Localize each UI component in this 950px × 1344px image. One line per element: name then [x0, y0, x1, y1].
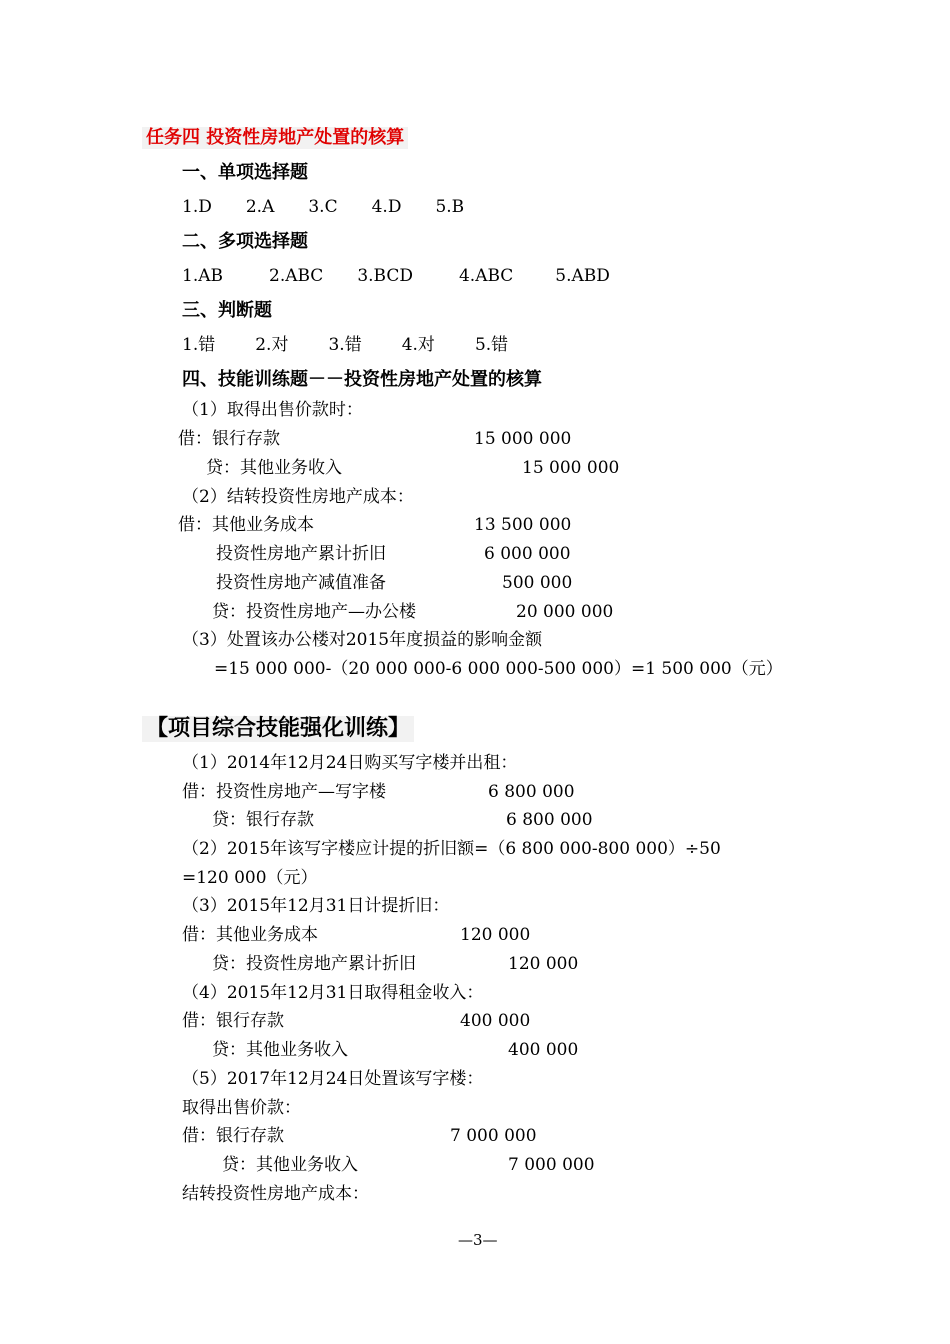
entry-account: 贷：投资性房地产—办公楼: [212, 602, 416, 622]
answer: 2.A: [245, 197, 275, 217]
answer: 5.ABD: [555, 266, 610, 286]
answer: 3.C: [308, 197, 338, 217]
entry-amount: 7 000 000: [508, 1155, 595, 1175]
step-text: （2）结转投资性房地产成本：: [182, 487, 414, 507]
step-text: 取得出售价款：: [182, 1098, 301, 1118]
step-text: （5）2017年12月24日处置该写字楼：: [182, 1069, 484, 1089]
answer: 4.对: [401, 335, 435, 355]
entry-account: 投资性房地产累计折旧: [216, 544, 386, 564]
step-text: 结转投资性房地产成本：: [182, 1184, 369, 1204]
entry-amount: 400 000: [460, 1011, 531, 1031]
step-text: （1）取得出售价款时：: [182, 400, 363, 420]
entry-amount: 7 000 000: [450, 1126, 537, 1146]
entry-amount: 6 000 000: [484, 544, 571, 564]
task-title: 任务四 投资性房地产处置的核算: [142, 127, 408, 149]
section-multi-choice: 二、多项选择题: [182, 231, 308, 252]
entry-account: 借：投资性房地产—写字楼: [182, 782, 386, 802]
entry-account: 借：其他业务成本: [182, 925, 318, 945]
step-text: =120 000（元）: [182, 868, 318, 888]
entry-account: 贷：其他业务收入: [212, 1040, 348, 1060]
answer: 2.ABC: [269, 266, 324, 286]
answer: 1.D: [182, 197, 212, 217]
entry-account: 借：其他业务成本: [178, 515, 314, 535]
entry-amount: 6 800 000: [488, 782, 575, 802]
answer: 2.对: [255, 335, 289, 355]
section-single-choice: 一、单项选择题: [182, 162, 308, 183]
entry-amount: 13 500 000: [474, 515, 572, 535]
answer: 4.D: [371, 197, 402, 217]
multi-choice-answers: [182, 268, 644, 285]
answer: 1.AB: [182, 266, 223, 286]
answer: 5.B: [435, 197, 465, 217]
entry-account: 借：银行存款: [182, 1011, 284, 1031]
answer: 5.错: [474, 335, 509, 355]
step-text: （3）处置该办公楼对2015年度损益的影响金额: [182, 630, 543, 650]
entry-account: 借：银行存款: [182, 1126, 284, 1146]
step-text: （2）2015年该写字楼应计提的折旧额=（6 800 000-800 000）÷50: [182, 839, 721, 859]
single-choice-answers: [182, 199, 498, 216]
entry-account: 借：银行存款: [178, 429, 280, 449]
entry-account: 贷：投资性房地产累计折旧: [212, 954, 416, 974]
step-text: （3）2015年12月31日计提折旧：: [182, 896, 450, 916]
answer: 3.错: [328, 335, 362, 355]
judgement-answers: [182, 337, 542, 354]
answer: 4.ABC: [458, 266, 514, 286]
entry-account: 贷：银行存款: [212, 810, 314, 830]
entry-account: 投资性房地产减值准备: [216, 573, 386, 593]
entry-account: 贷：其他业务收入: [222, 1155, 358, 1175]
answer: 1.错: [182, 335, 216, 355]
entry-amount: 15 000 000: [522, 458, 620, 478]
answer: 3.BCD: [357, 266, 413, 286]
entry-amount: 500 000: [502, 573, 573, 593]
page-number: —3—: [458, 1231, 498, 1249]
step-text: （1）2014年12月24日购买写字楼并出租：: [182, 753, 518, 773]
entry-account: 贷：其他业务收入: [206, 458, 342, 478]
formula-text: =15 000 000-（20 000 000-6 000 000-500 000）=1 500 000（元）: [214, 659, 783, 679]
entry-amount: 15 000 000: [474, 429, 572, 449]
section-judgement: 三、判断题: [182, 300, 272, 321]
entry-amount: 120 000: [460, 925, 531, 945]
entry-amount: 20 000 000: [516, 602, 614, 622]
step-text: （4）2015年12月31日取得租金收入：: [182, 983, 484, 1003]
section-skill-training: 四、技能训练题－－投资性房地产处置的核算: [182, 369, 542, 390]
entry-amount: 6 800 000: [506, 810, 593, 830]
project-title: 【项目综合技能强化训练】: [142, 716, 414, 742]
entry-amount: 400 000: [508, 1040, 579, 1060]
entry-amount: 120 000: [508, 954, 579, 974]
